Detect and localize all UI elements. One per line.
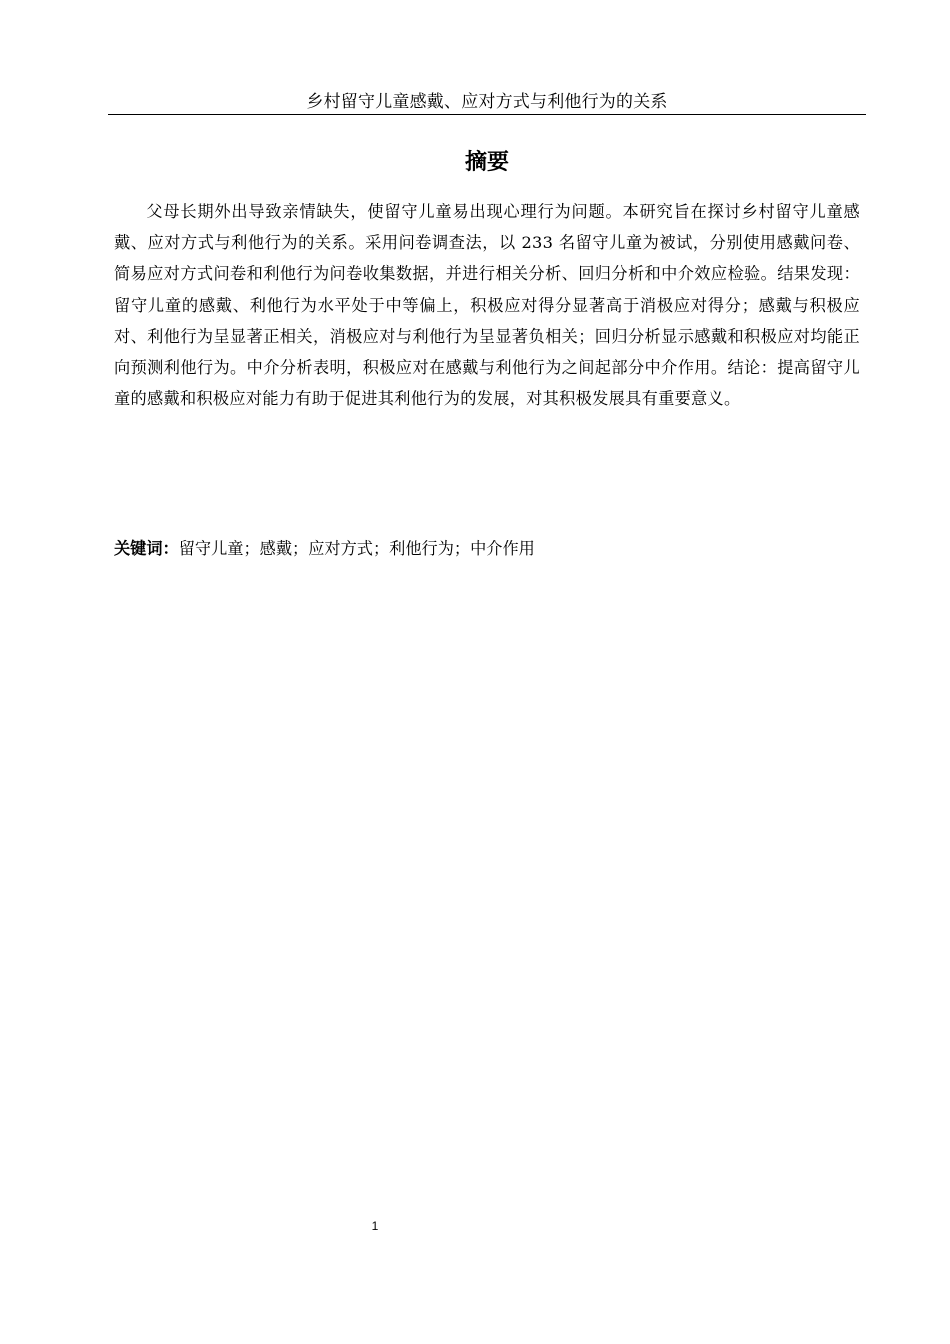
page-number: 1: [371, 1219, 379, 1233]
keywords-line: [114, 536, 860, 562]
abstract-body: 父母长期外出导致亲情缺失，使留守儿童易出现心理行为问题。本研究旨在探讨乡村留守儿童感戴、应对方式与利他行为的关系。采用问卷调查法，以 233 名留守儿童为被试，分别使用感戴问卷、简易应对方式问卷和利他行为问卷收集数据，并进行相关分析、回归分析和中介效应检验。结果发现：留守儿童的感戴、利他行为水平处于中等偏上，积极应对得分显著高于消极应对得分；感戴与积极应对、利他行为呈显著正相关，消极应对与利他行为呈显著负相关；回归分析显示感戴和积极应对均能正向预测利他行为。中介分析表明，积极应对在感戴与利他行为之间起部分中介作用。结论：提高留守儿童的感戴和积极应对能力有助于促进其利他行为的发展，对其积极发展具有重要意义。: [114, 202, 860, 409]
keywords-label: 关键词：: [114, 539, 179, 558]
header-divider: [108, 114, 866, 115]
keywords-value: 留守儿童；感戴；应对方式；利他行为；中介作用: [178, 539, 535, 558]
running-header-title: 乡村留守儿童感戴、应对方式与利他行为的关系: [306, 92, 668, 112]
abstract-title: 摘要: [464, 150, 509, 175]
